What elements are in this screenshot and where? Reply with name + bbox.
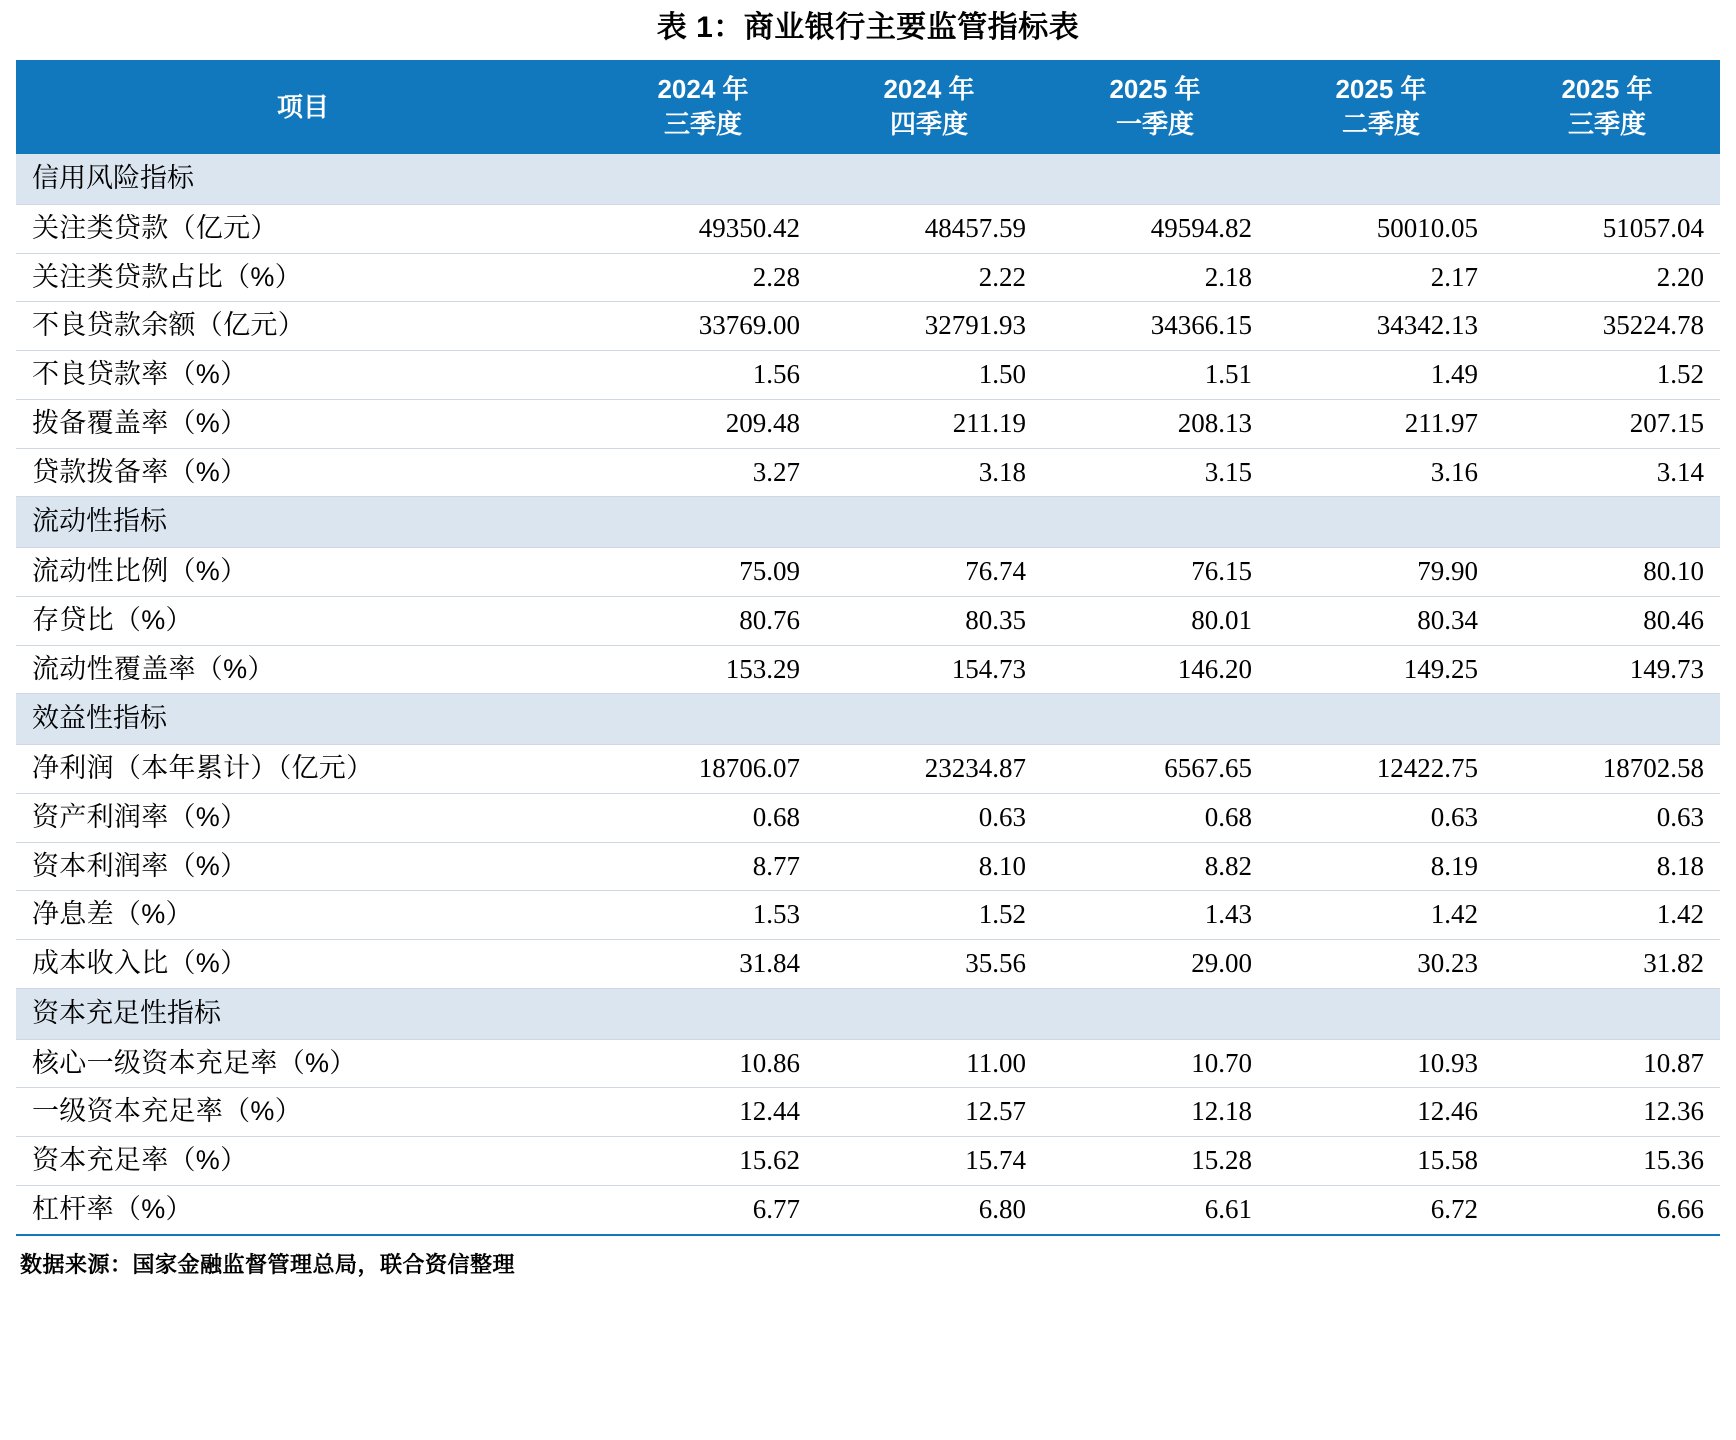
- cell-value: 149.25: [1268, 645, 1494, 694]
- cell-value: 8.82: [1042, 842, 1268, 891]
- cell-value: 49594.82: [1042, 204, 1268, 253]
- cell-value: 32791.93: [816, 302, 1042, 351]
- cell-value: 2.22: [816, 253, 1042, 302]
- section-title: 效益性指标: [16, 694, 1720, 745]
- cell-value: 2.28: [590, 253, 816, 302]
- column-header-year: 2025 年: [1561, 74, 1653, 104]
- cell-value: 3.27: [590, 448, 816, 497]
- row-label: 资本利润率（%）: [16, 842, 590, 891]
- row-label: 杠杆率（%）: [16, 1185, 590, 1234]
- cell-value: 0.63: [1494, 793, 1720, 842]
- cell-value: 1.52: [1494, 351, 1720, 400]
- section-title: 资本充足性指标: [16, 988, 1720, 1039]
- column-header-quarter: 四季度: [889, 109, 968, 140]
- cell-value: 34366.15: [1042, 302, 1268, 351]
- table-header: [16, 60, 1720, 154]
- cell-value: 8.18: [1494, 842, 1720, 891]
- column-header-2025q2: [1268, 60, 1494, 154]
- cell-value: 30.23: [1268, 940, 1494, 989]
- cell-value: 146.20: [1042, 645, 1268, 694]
- row-label: 成本收入比（%）: [16, 940, 590, 989]
- row-label: 流动性覆盖率（%）: [16, 645, 590, 694]
- cell-value: 18706.07: [590, 745, 816, 794]
- cell-value: 209.48: [590, 399, 816, 448]
- cell-value: 49350.42: [590, 204, 816, 253]
- cell-value: 1.42: [1494, 891, 1720, 940]
- column-header-year: 2024 年: [657, 74, 749, 104]
- cell-value: 75.09: [590, 548, 816, 597]
- cell-value: 1.49: [1268, 351, 1494, 400]
- cell-value: 11.00: [816, 1039, 1042, 1088]
- column-header-quarter: 二季度: [1341, 109, 1420, 140]
- cell-value: 10.87: [1494, 1039, 1720, 1088]
- table-row: [16, 891, 1720, 940]
- cell-value: 35224.78: [1494, 302, 1720, 351]
- table-row: [16, 1039, 1720, 1088]
- cell-value: 3.18: [816, 448, 1042, 497]
- cell-value: 15.74: [816, 1137, 1042, 1186]
- cell-value: 10.93: [1268, 1039, 1494, 1088]
- cell-value: 80.76: [590, 596, 816, 645]
- cell-value: 76.74: [816, 548, 1042, 597]
- row-label: 关注类贷款占比（%）: [16, 253, 590, 302]
- table-row: [16, 302, 1720, 351]
- row-label: 一级资本充足率（%）: [16, 1088, 590, 1137]
- cell-value: 1.51: [1042, 351, 1268, 400]
- section-title: 信用风险指标: [16, 154, 1720, 204]
- cell-value: 207.15: [1494, 399, 1720, 448]
- regulatory-indicators-table: [16, 60, 1720, 1236]
- section-header-row: [16, 154, 1720, 204]
- row-label: 净利润（本年累计）（亿元）: [16, 745, 590, 794]
- row-label: 拨备覆盖率（%）: [16, 399, 590, 448]
- table-title: 表 1：商业银行主要监管指标表: [656, 11, 1080, 44]
- cell-value: 0.68: [590, 793, 816, 842]
- cell-value: 12.36: [1494, 1088, 1720, 1137]
- cell-value: 80.01: [1042, 596, 1268, 645]
- cell-value: 6.77: [590, 1185, 816, 1234]
- header-row: [16, 60, 1720, 154]
- table-row: [16, 842, 1720, 891]
- column-header-item: 项目: [16, 60, 590, 154]
- cell-value: 1.52: [816, 891, 1042, 940]
- row-label: 不良贷款率（%）: [16, 351, 590, 400]
- table-row: [16, 940, 1720, 989]
- cell-value: 15.62: [590, 1137, 816, 1186]
- section-header-row: [16, 988, 1720, 1039]
- cell-value: 10.70: [1042, 1039, 1268, 1088]
- section-header-row: [16, 694, 1720, 745]
- cell-value: 6567.65: [1042, 745, 1268, 794]
- table-row: [16, 253, 1720, 302]
- column-header-2024q4: [816, 60, 1042, 154]
- cell-value: 23234.87: [816, 745, 1042, 794]
- cell-value: 6.80: [816, 1185, 1042, 1234]
- column-header-year: 2024 年: [883, 74, 975, 104]
- row-label: 净息差（%）: [16, 891, 590, 940]
- cell-value: 76.15: [1042, 548, 1268, 597]
- cell-value: 153.29: [590, 645, 816, 694]
- cell-value: 80.10: [1494, 548, 1720, 597]
- row-label: 资本充足率（%）: [16, 1137, 590, 1186]
- cell-value: 208.13: [1042, 399, 1268, 448]
- column-header-year: 2025 年: [1109, 74, 1201, 104]
- cell-value: 12422.75: [1268, 745, 1494, 794]
- row-label: 资产利润率（%）: [16, 793, 590, 842]
- table-row: [16, 1185, 1720, 1234]
- column-header-2024q3: [590, 60, 816, 154]
- cell-value: 3.14: [1494, 448, 1720, 497]
- source-note: 数据来源：国家金融监督管理总局，联合资信整理: [20, 1251, 516, 1277]
- cell-value: 211.19: [816, 399, 1042, 448]
- cell-value: 31.82: [1494, 940, 1720, 989]
- cell-value: 12.57: [816, 1088, 1042, 1137]
- table-row: [16, 793, 1720, 842]
- section-header-row: [16, 497, 1720, 548]
- table-row: [16, 399, 1720, 448]
- cell-value: 2.20: [1494, 253, 1720, 302]
- cell-value: 3.16: [1268, 448, 1494, 497]
- cell-value: 211.97: [1268, 399, 1494, 448]
- cell-value: 8.77: [590, 842, 816, 891]
- column-header-year: 2025 年: [1335, 74, 1427, 104]
- cell-value: 0.63: [1268, 793, 1494, 842]
- cell-value: 48457.59: [816, 204, 1042, 253]
- cell-value: 8.19: [1268, 842, 1494, 891]
- cell-value: 1.53: [590, 891, 816, 940]
- column-header-2025q3: [1494, 60, 1720, 154]
- cell-value: 1.50: [816, 351, 1042, 400]
- cell-value: 149.73: [1494, 645, 1720, 694]
- cell-value: 1.43: [1042, 891, 1268, 940]
- cell-value: 0.63: [816, 793, 1042, 842]
- cell-value: 1.56: [590, 351, 816, 400]
- column-header-quarter: 三季度: [663, 109, 742, 140]
- cell-value: 34342.13: [1268, 302, 1494, 351]
- cell-value: 15.28: [1042, 1137, 1268, 1186]
- cell-value: 18702.58: [1494, 745, 1720, 794]
- cell-value: 79.90: [1268, 548, 1494, 597]
- cell-value: 50010.05: [1268, 204, 1494, 253]
- cell-value: 1.42: [1268, 891, 1494, 940]
- table-row: [16, 1088, 1720, 1137]
- cell-value: 80.46: [1494, 596, 1720, 645]
- table-row: [16, 745, 1720, 794]
- cell-value: 10.86: [590, 1039, 816, 1088]
- cell-value: 33769.00: [590, 302, 816, 351]
- cell-value: 29.00: [1042, 940, 1268, 989]
- row-label: 不良贷款余额（亿元）: [16, 302, 590, 351]
- row-label: 存贷比（%）: [16, 596, 590, 645]
- section-title: 流动性指标: [16, 497, 1720, 548]
- cell-value: 8.10: [816, 842, 1042, 891]
- table-row: [16, 204, 1720, 253]
- column-header-quarter: 三季度: [1567, 109, 1646, 140]
- cell-value: 15.36: [1494, 1137, 1720, 1186]
- table-row: [16, 1137, 1720, 1186]
- cell-value: 12.44: [590, 1088, 816, 1137]
- cell-value: 6.72: [1268, 1185, 1494, 1234]
- cell-value: 3.15: [1042, 448, 1268, 497]
- row-label: 关注类贷款（亿元）: [16, 204, 590, 253]
- table-row: [16, 645, 1720, 694]
- cell-value: 12.46: [1268, 1088, 1494, 1137]
- table-body: [16, 154, 1720, 1235]
- cell-value: 0.68: [1042, 793, 1268, 842]
- cell-value: 15.58: [1268, 1137, 1494, 1186]
- cell-value: 2.18: [1042, 253, 1268, 302]
- table-row: [16, 448, 1720, 497]
- cell-value: 31.84: [590, 940, 816, 989]
- row-label: 贷款拨备率（%）: [16, 448, 590, 497]
- cell-value: 12.18: [1042, 1088, 1268, 1137]
- cell-value: 35.56: [816, 940, 1042, 989]
- column-header-2025q1: [1042, 60, 1268, 154]
- table-row: [16, 548, 1720, 597]
- cell-value: 80.35: [816, 596, 1042, 645]
- table-row: [16, 596, 1720, 645]
- table-row: [16, 351, 1720, 400]
- cell-value: 51057.04: [1494, 204, 1720, 253]
- column-header-quarter: 一季度: [1115, 109, 1194, 140]
- cell-value: 154.73: [816, 645, 1042, 694]
- cell-value: 6.61: [1042, 1185, 1268, 1234]
- cell-value: 2.17: [1268, 253, 1494, 302]
- cell-value: 6.66: [1494, 1185, 1720, 1234]
- cell-value: 80.34: [1268, 596, 1494, 645]
- row-label: 核心一级资本充足率（%）: [16, 1039, 590, 1088]
- row-label: 流动性比例（%）: [16, 548, 590, 597]
